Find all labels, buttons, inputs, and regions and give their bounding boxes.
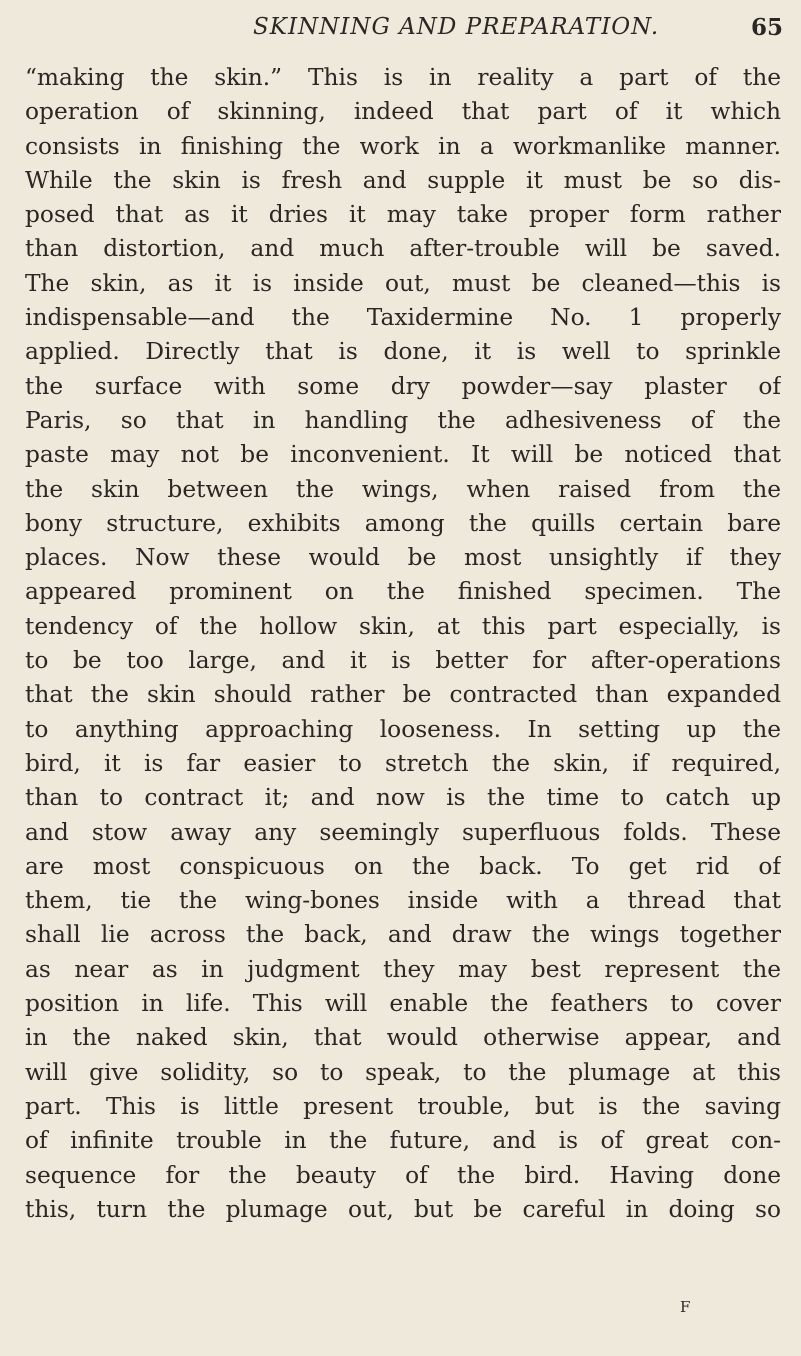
text-line: as near as in judgment they may best represent the xyxy=(25,955,781,983)
text-line: are most conspicuous on the back. To get rid of xyxy=(25,852,781,880)
text-line: the skin between the wings, when raised from the xyxy=(25,475,781,503)
text-line: position in life. This will enable the feathers to cover xyxy=(25,990,781,1018)
text-line: Paris, so that in handling the adhesiveness of the xyxy=(25,406,781,434)
text-line: than to contract it; and now is the time to catch up xyxy=(25,784,781,812)
text-line: this, turn the plumage out, but be careful in doing so xyxy=(25,1195,781,1223)
text-line: places. Now these would be most unsightly if they xyxy=(25,544,781,572)
running-title: SKINNING AND PREPARATION. xyxy=(253,14,660,40)
text-line: operation of skinning, indeed that part of it which xyxy=(25,98,781,126)
text-line: that the skin should rather be contracted than expanded xyxy=(25,681,781,709)
body-text xyxy=(25,61,781,1227)
signature-mark: F xyxy=(680,1298,692,1316)
text-line: and stow away any seemingly superfluous folds. These xyxy=(25,818,781,846)
text-line: consists in finishing the work in a workmanlike manner. xyxy=(25,132,781,160)
text-line: to be too large, and it is better for after-operations xyxy=(25,647,781,675)
text-line: indispensable—and the Taxidermine No. 1 properly xyxy=(25,304,781,332)
text-line: paste may not be inconvenient. It will be noticed that xyxy=(25,441,781,469)
text-line: to anything approaching looseness. In setting up the xyxy=(25,715,781,743)
text-line: While the skin is fresh and supple it must be so dis- xyxy=(25,166,781,194)
text-line: The skin, as it is inside out, must be cleaned—this is xyxy=(25,269,781,297)
text-line: will give solidity, so to speak, to the plumage at this xyxy=(25,1058,781,1086)
running-head xyxy=(0,14,801,54)
text-line: bony structure, exhibits among the quills certain bare xyxy=(25,509,781,537)
text-line: of infinite trouble in the future, and is of great con- xyxy=(25,1127,781,1155)
text-line: them, tie the wing-bones inside with a thread that xyxy=(25,887,781,915)
text-line: applied. Directly that is done, it is well to sprinkle xyxy=(25,338,781,366)
text-line: part. This is little present trouble, but is the saving xyxy=(25,1092,781,1120)
text-line: bird, it is far easier to stretch the skin, if required, xyxy=(25,749,781,777)
text-line: posed that as it dries it may take proper form rather xyxy=(25,201,781,229)
text-line: appeared prominent on the finished specimen. The xyxy=(25,578,781,606)
text-line: sequence for the beauty of the bird. Having done xyxy=(25,1161,781,1189)
text-line: tendency of the hollow skin, at this part especially, is xyxy=(25,612,781,640)
text-line: “making the skin.” This is in reality a part of the xyxy=(25,64,781,91)
text-line: in the naked skin, that would otherwise appear, and xyxy=(25,1024,781,1052)
text-line: shall lie across the back, and draw the wings together xyxy=(25,921,781,949)
page-number: 65 xyxy=(751,14,784,41)
text-line: the surface with some dry powder—say plaster of xyxy=(25,372,781,400)
text-line: than distortion, and much after-trouble will be saved. xyxy=(25,235,781,263)
